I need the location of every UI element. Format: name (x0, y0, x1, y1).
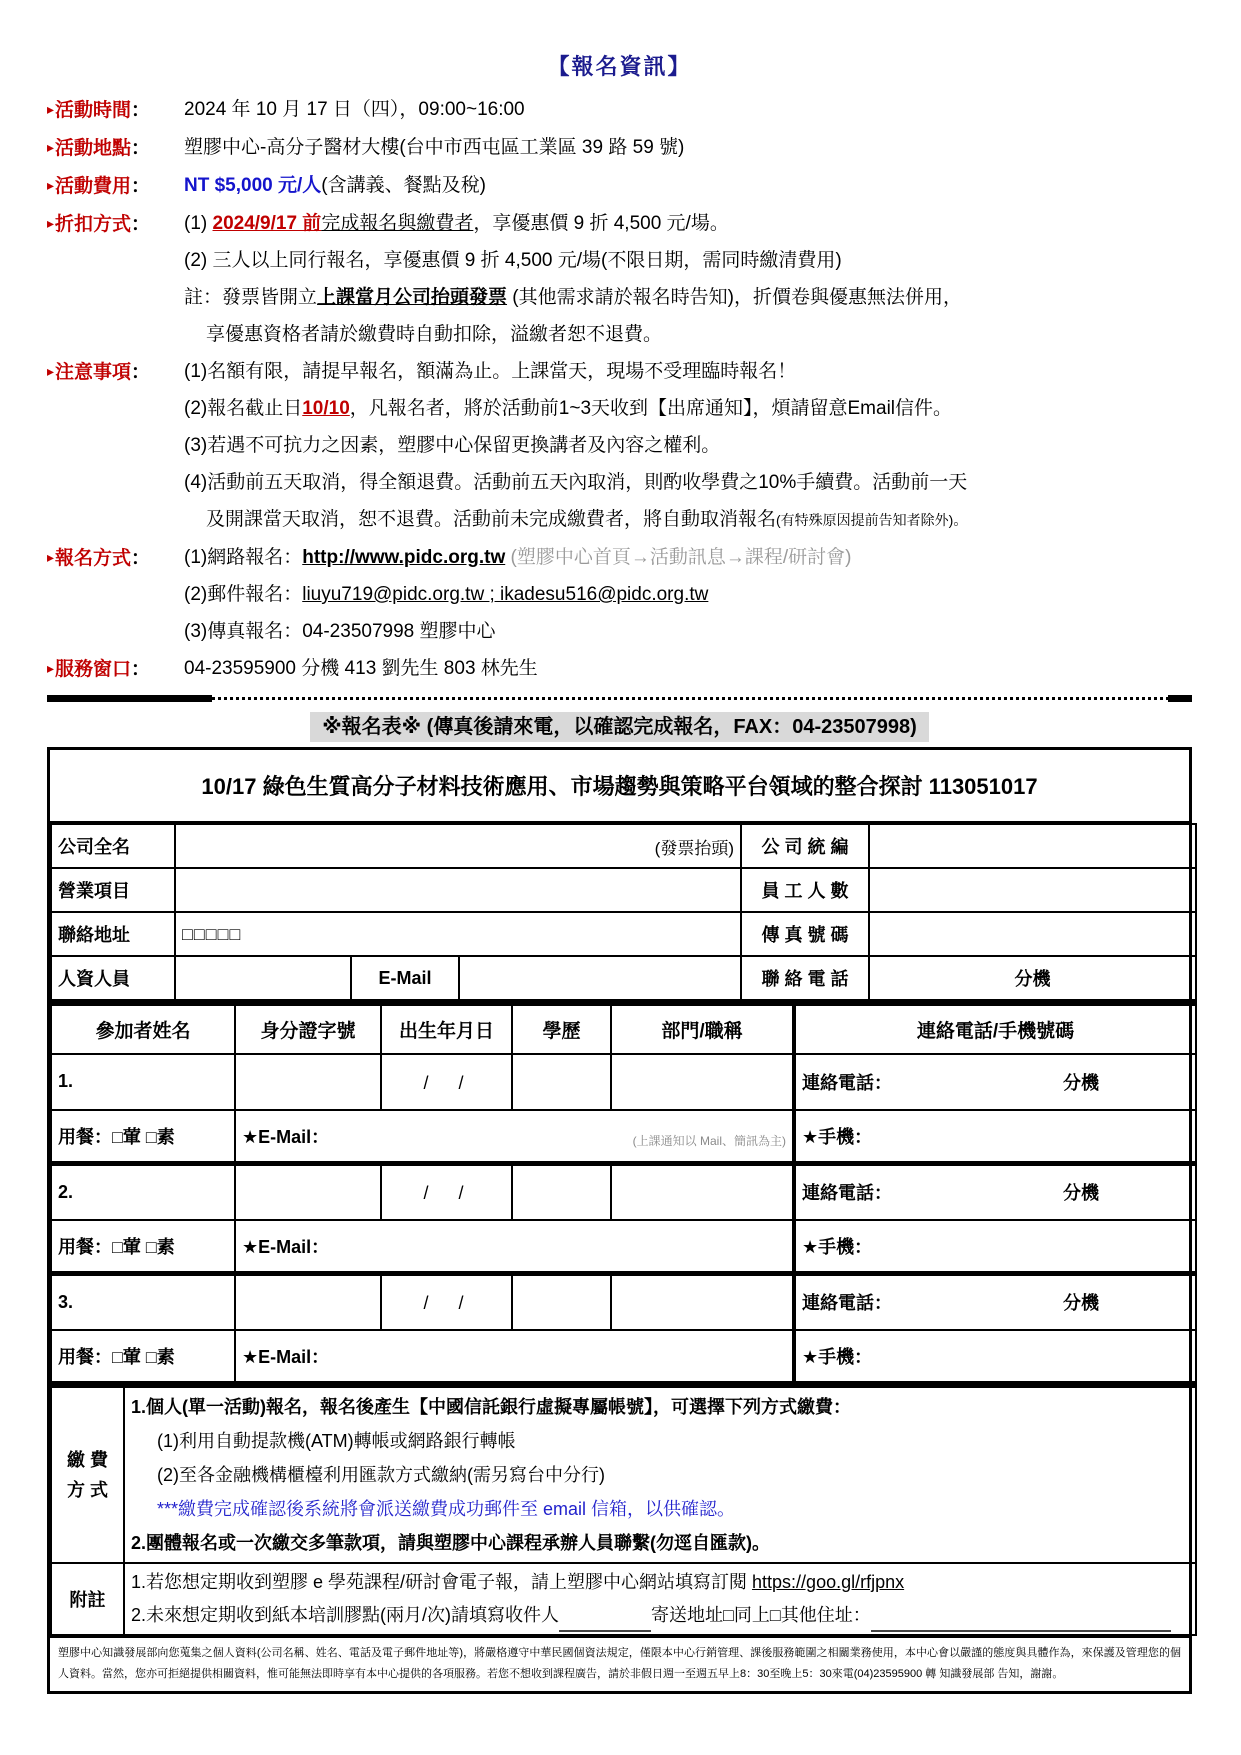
text-segment: (1)名額有限，請提早報名，額滿為止。上課當天，現場不受理臨時報名！ (184, 361, 797, 382)
info-line (184, 390, 1192, 427)
text-segment: (其他需求請於報名時告知)，折價卷與優惠無法併用， (507, 287, 962, 308)
info-line (184, 464, 1192, 501)
info-line (184, 650, 1192, 687)
text-segment: 1.若您想定期收到塑膠 e 學苑課程/研討會電子報，請上塑膠中心網站填寫訂閱 (131, 1572, 753, 1592)
info-content (184, 353, 1192, 539)
phone-flex (802, 1179, 1189, 1205)
meal-choice: 用餐：□葷 □素 (51, 1330, 235, 1384)
text-segment: (2)郵件報名： (184, 584, 303, 605)
info-line (184, 91, 1192, 128)
participant-number: 2. (51, 1164, 235, 1220)
info-line (184, 167, 1192, 204)
info-content (184, 650, 1192, 687)
info-label-colon: ： (131, 176, 151, 197)
participant-row (51, 1274, 1196, 1330)
info-line (184, 576, 1192, 613)
info-label (47, 129, 184, 167)
participant-number: 3. (51, 1274, 235, 1330)
company-value-field-2: 分機 (869, 956, 1196, 1000)
participant-dob-field: / / (381, 1164, 512, 1220)
company-label-2: 公 司 統 編 (741, 824, 869, 868)
phone-label: 連絡電話： (802, 1183, 892, 1204)
info-label-text: 活動費用 (55, 176, 132, 197)
meal-choice: 用餐：□葷 □素 (51, 1110, 235, 1164)
payment-label (51, 1387, 124, 1563)
participants-header-cell: 連絡電話/手機號碼 (794, 1004, 1196, 1054)
bullet-arrow-icon: ▸ (47, 549, 55, 565)
bullet-arrow-icon: ▸ (47, 363, 55, 379)
info-item-活動時間 (47, 91, 1192, 129)
email-flex (242, 1343, 786, 1369)
company-info-table (50, 823, 1197, 1001)
invoice-note-wrap (182, 834, 734, 859)
invoice-note: (發票抬頭) (654, 838, 734, 858)
email-flex (242, 1123, 786, 1149)
participant-meal-row (51, 1110, 1196, 1164)
email-label: E-Mail (351, 956, 459, 1000)
info-item-活動地點 (47, 129, 1192, 167)
bullet-arrow-icon: ▸ (47, 101, 55, 117)
info-content (184, 91, 1192, 128)
info-line (184, 279, 1192, 316)
extension-label: 分機 (1063, 1072, 1099, 1093)
company-label-2: 員 工 人 數 (741, 868, 869, 912)
blank-field (559, 1611, 651, 1632)
company-value-field (175, 912, 741, 956)
email-label: ★E-Mail： (242, 1346, 330, 1367)
text-segment: (4)活動前五天取消，得全額退費。活動前五天內取消，則酌收學費之10%手續費。活動前一天 (184, 472, 968, 493)
info-label-text: 服務窗口 (55, 659, 132, 680)
company-value-field-2 (869, 868, 1196, 912)
company-label-2: 聯 絡 電 話 (741, 956, 869, 1000)
info-label (47, 650, 184, 688)
phone-label: 連絡電話： (802, 1293, 892, 1314)
text-segment: 享優惠資格者請於繳費時自動扣除，溢繳者恕不退費。 (206, 324, 663, 345)
text-segment: (3)若遇不可抗力之因素，塑膠中心保留更換講者及內容之權利。 (184, 435, 721, 456)
info-label (47, 167, 184, 205)
email-value-field (459, 956, 741, 1000)
phone-flex (802, 1069, 1189, 1095)
info-section (47, 91, 1192, 688)
info-item-服務窗口 (47, 650, 1192, 688)
text-segment: 上課當月公司抬頭發票 (317, 287, 508, 308)
info-item-活動費用 (47, 167, 1192, 205)
payment-line: (2)至各金融機構櫃檯利用匯款方式繳納(需另寫台中分行) (157, 1465, 605, 1485)
participant-phone-cell (794, 1164, 1196, 1220)
participants-header-cell: 出生年月日 (381, 1004, 512, 1054)
info-line (184, 353, 1192, 390)
participant-id-field (235, 1054, 381, 1110)
info-label-colon: ： (131, 362, 151, 383)
info-line (184, 205, 1192, 242)
info-label-text: 注意事項 (55, 362, 132, 383)
bullet-arrow-icon: ▸ (47, 660, 55, 676)
text-segment: 2.未來想定期收到紙本培訓膠點(兩月/次)請填寫收件人 (131, 1605, 559, 1625)
participant-email-cell (235, 1110, 794, 1164)
text-segment: (1) (184, 213, 213, 234)
info-content (184, 205, 1192, 353)
company-value-field (175, 868, 741, 912)
bullet-arrow-icon: ▸ (47, 177, 55, 193)
divider-solid-left (47, 695, 212, 702)
participant-id-field (235, 1164, 381, 1220)
form-title: 10/17 綠色生質高分子材料技術應用、市場趨勢與策略平台領域的整合探討 113051017 (50, 750, 1189, 823)
text-segment: 及開課當天取消，恕不退費。活動前未完成繳費者，將自動取消報名 (206, 509, 777, 530)
info-label (47, 353, 184, 391)
company-row (51, 956, 1196, 1000)
text-segment: ，享優惠價 9 折 4,500 元/場。 (473, 213, 729, 234)
info-label (47, 91, 184, 129)
participant-dob-field: / / (381, 1054, 512, 1110)
registration-form (47, 747, 1192, 1694)
info-label-text: 報名方式 (55, 548, 132, 569)
participants-header-cell: 參加者姓名 (51, 1004, 235, 1054)
participant-dept-field (611, 1054, 794, 1110)
text-segment: 10/10 (302, 398, 350, 419)
company-label: 人資人員 (51, 956, 175, 1000)
text-segment: 寄送地址□同上□其他住址： (651, 1605, 871, 1625)
payment-row (51, 1387, 1196, 1563)
company-row (51, 912, 1196, 956)
participants-header-cell: 學歷 (512, 1004, 611, 1054)
info-label-colon: ： (131, 138, 151, 159)
participant-dept-field (611, 1164, 794, 1220)
link-text[interactable]: https://goo.gl/rfjpnx (752, 1572, 905, 1592)
text-segment: (有特殊原因提前告知者除外)。 (776, 512, 968, 528)
info-label (47, 205, 184, 243)
participant-email-cell (235, 1220, 794, 1274)
email-flex (242, 1233, 786, 1259)
info-line (184, 501, 1192, 539)
info-line (184, 539, 1192, 576)
company-label: 聯絡地址 (51, 912, 175, 956)
divider-dashed-middle (212, 697, 1168, 700)
company-value-field (175, 824, 741, 868)
email-label: ★E-Mail： (242, 1126, 330, 1147)
participant-row (51, 1054, 1196, 1110)
company-label: 營業項目 (51, 868, 175, 912)
info-label-colon: ： (131, 548, 151, 569)
text-segment: NT $5,000 元/人 (184, 175, 322, 196)
company-value-field (175, 956, 351, 1000)
notes-content (124, 1563, 1196, 1635)
info-line (184, 613, 1192, 650)
email-label: ★E-Mail： (242, 1236, 330, 1257)
text-segment: (2)報名截止日 (184, 398, 303, 419)
divider-solid-right (1168, 695, 1192, 702)
payment-line: 1.個人(單一活動)報名，報名後產生【中國信託銀行虛擬專屬帳號】，可選擇下列方式繳費： (131, 1397, 851, 1417)
participant-row (51, 1164, 1196, 1220)
payment-content (124, 1387, 1196, 1563)
payment-label-line2: 方 式 (66, 1480, 108, 1500)
text-segment: (1)網路報名： (184, 547, 303, 568)
participants-header-cell: 身分證字號 (235, 1004, 381, 1054)
payment-notes-table (50, 1386, 1197, 1636)
text-segment: (含講義、餐點及稅) (321, 175, 486, 196)
meal-choice: 用餐：□葷 □素 (51, 1220, 235, 1274)
text-segment: 2024 年 10 月 17 日（四），09:00~16:00 (184, 99, 525, 120)
privacy-statement: 塑膠中心知識發展部向您蒐集之個人資料(公司名稱、姓名、電話及電子郵件地址等)，將嚴格遵守中華民國個資法規定，僅限本中心行銷管理、課後服務範圍之相關業務使用，本中心會以嚴謹的態度與具體作為，來保護及管理您的個人資料。當然，您亦可拒絕提供相關資料，惟可能無法即時享有本中心提供的各項服務。若您不想收到課程廣告，請於非假日週一至週五早上8：30至晚上5：30來電(04)23595900 轉 知識發展部 告知，謝謝。 (50, 1636, 1189, 1691)
text-segment: (塑膠中心首頁→活動訊息→課程/研討會) (505, 547, 852, 568)
participant-mobile-cell: ★手機： (794, 1220, 1196, 1274)
bullet-arrow-icon: ▸ (47, 139, 55, 155)
info-line (184, 427, 1192, 464)
participant-education-field (512, 1164, 611, 1220)
info-item-報名方式 (47, 539, 1192, 650)
participant-meal-row (51, 1330, 1196, 1384)
company-row (51, 868, 1196, 912)
participant-meal-row (51, 1220, 1196, 1274)
info-content (184, 539, 1192, 650)
extension-label: 分機 (1063, 1183, 1099, 1204)
notes-row (51, 1563, 1196, 1635)
info-item-注意事項 (47, 353, 1192, 539)
page-title: 【報名資訊】 (547, 54, 692, 79)
info-content (184, 129, 1192, 166)
fax-note: ※報名表※ (傳真後請來電，以確認完成報名，FAX：04-23507998) (310, 712, 929, 742)
text-segment: (2) 三人以上同行報名，享優惠價 9 折 4,500 元/場(不限日期，需同時繳清費用) (184, 250, 842, 271)
participant-phone-cell (794, 1054, 1196, 1110)
link-text[interactable]: http://www.pidc.org.tw (302, 547, 506, 568)
link-text[interactable]: liuyu719@pidc.org.tw ; ikadesu516@pidc.org.tw (302, 584, 709, 605)
note-line (131, 1599, 1189, 1632)
text-segment: 塑膠中心-高分子醫材大樓(台中市西屯區工業區 39 路 59 號) (184, 137, 685, 158)
payment-line: 2.團體報名或一次繳交多筆款項，請與塑膠中心課程承辦人員聯繫(勿逕自匯款)。 (131, 1533, 770, 1553)
info-label-text: 折扣方式 (55, 214, 132, 235)
company-row (51, 824, 1196, 868)
company-label-2: 傳 真 號 碼 (741, 912, 869, 956)
info-label-colon: ： (131, 214, 151, 235)
text-segment: 註：發票皆開立 (184, 287, 318, 308)
participants-header-cell: 部門/職稱 (611, 1004, 794, 1054)
text-segment: 完成報名與繳費者 (321, 213, 474, 234)
extension-label: 分機 (1063, 1293, 1099, 1314)
participant-number: 1. (51, 1054, 235, 1110)
participant-email-cell (235, 1330, 794, 1384)
phone-flex (802, 1289, 1189, 1315)
company-label: 公司全名 (51, 824, 175, 868)
bullet-arrow-icon: ▸ (47, 215, 55, 231)
text-segment: ，凡報名者，將於活動前1~3天收到【出席通知】，煩請留意Email信件。 (349, 398, 953, 419)
payment-line: (1)利用自動提款機(ATM)轉帳或網路銀行轉帳 (157, 1431, 516, 1451)
company-value-field-2 (869, 824, 1196, 868)
participant-mobile-cell: ★手機： (794, 1110, 1196, 1164)
info-line (184, 242, 1192, 279)
payment-line: ***繳費完成確認後系統將會派送繳費成功郵件至 email 信箱，以供確認。 (157, 1499, 736, 1519)
text-segment: 04-23595900 分機 413 劉先生 803 林先生 (184, 658, 538, 679)
participant-dob-field: / / (381, 1274, 512, 1330)
participants-header-row (51, 1004, 1196, 1054)
info-label (47, 539, 184, 577)
info-label-colon: ： (131, 100, 151, 121)
info-line (184, 316, 1192, 353)
info-label-colon: ： (131, 659, 151, 680)
blank-field (871, 1611, 1171, 1632)
info-label-text: 活動地點 (55, 138, 132, 159)
participant-phone-cell (794, 1274, 1196, 1330)
participants-table (50, 1001, 1197, 1386)
note-line (131, 1566, 1189, 1599)
postal-code-boxes: □□□□□ (182, 923, 242, 944)
text-segment: (3)傳真報名：04-23507998 塑膠中心 (184, 621, 496, 642)
notes-label: 附註 (51, 1563, 124, 1635)
info-line (184, 129, 1192, 166)
phone-label: 連絡電話： (802, 1072, 892, 1093)
payment-label-line1: 繳 費 (66, 1450, 108, 1470)
info-item-折扣方式 (47, 205, 1192, 353)
participant-education-field (512, 1054, 611, 1110)
company-value-field-2 (869, 912, 1196, 956)
fax-note-row (47, 710, 1192, 739)
email-note: (上課通知以 Mail、簡訊為主) (632, 1133, 786, 1148)
participant-id-field (235, 1274, 381, 1330)
participant-dept-field (611, 1274, 794, 1330)
info-label-text: 活動時間 (55, 100, 132, 121)
info-content (184, 167, 1192, 204)
text-segment: 2024/9/17 前 (212, 213, 322, 234)
section-divider (47, 694, 1192, 702)
participant-mobile-cell: ★手機： (794, 1330, 1196, 1384)
participant-education-field (512, 1274, 611, 1330)
